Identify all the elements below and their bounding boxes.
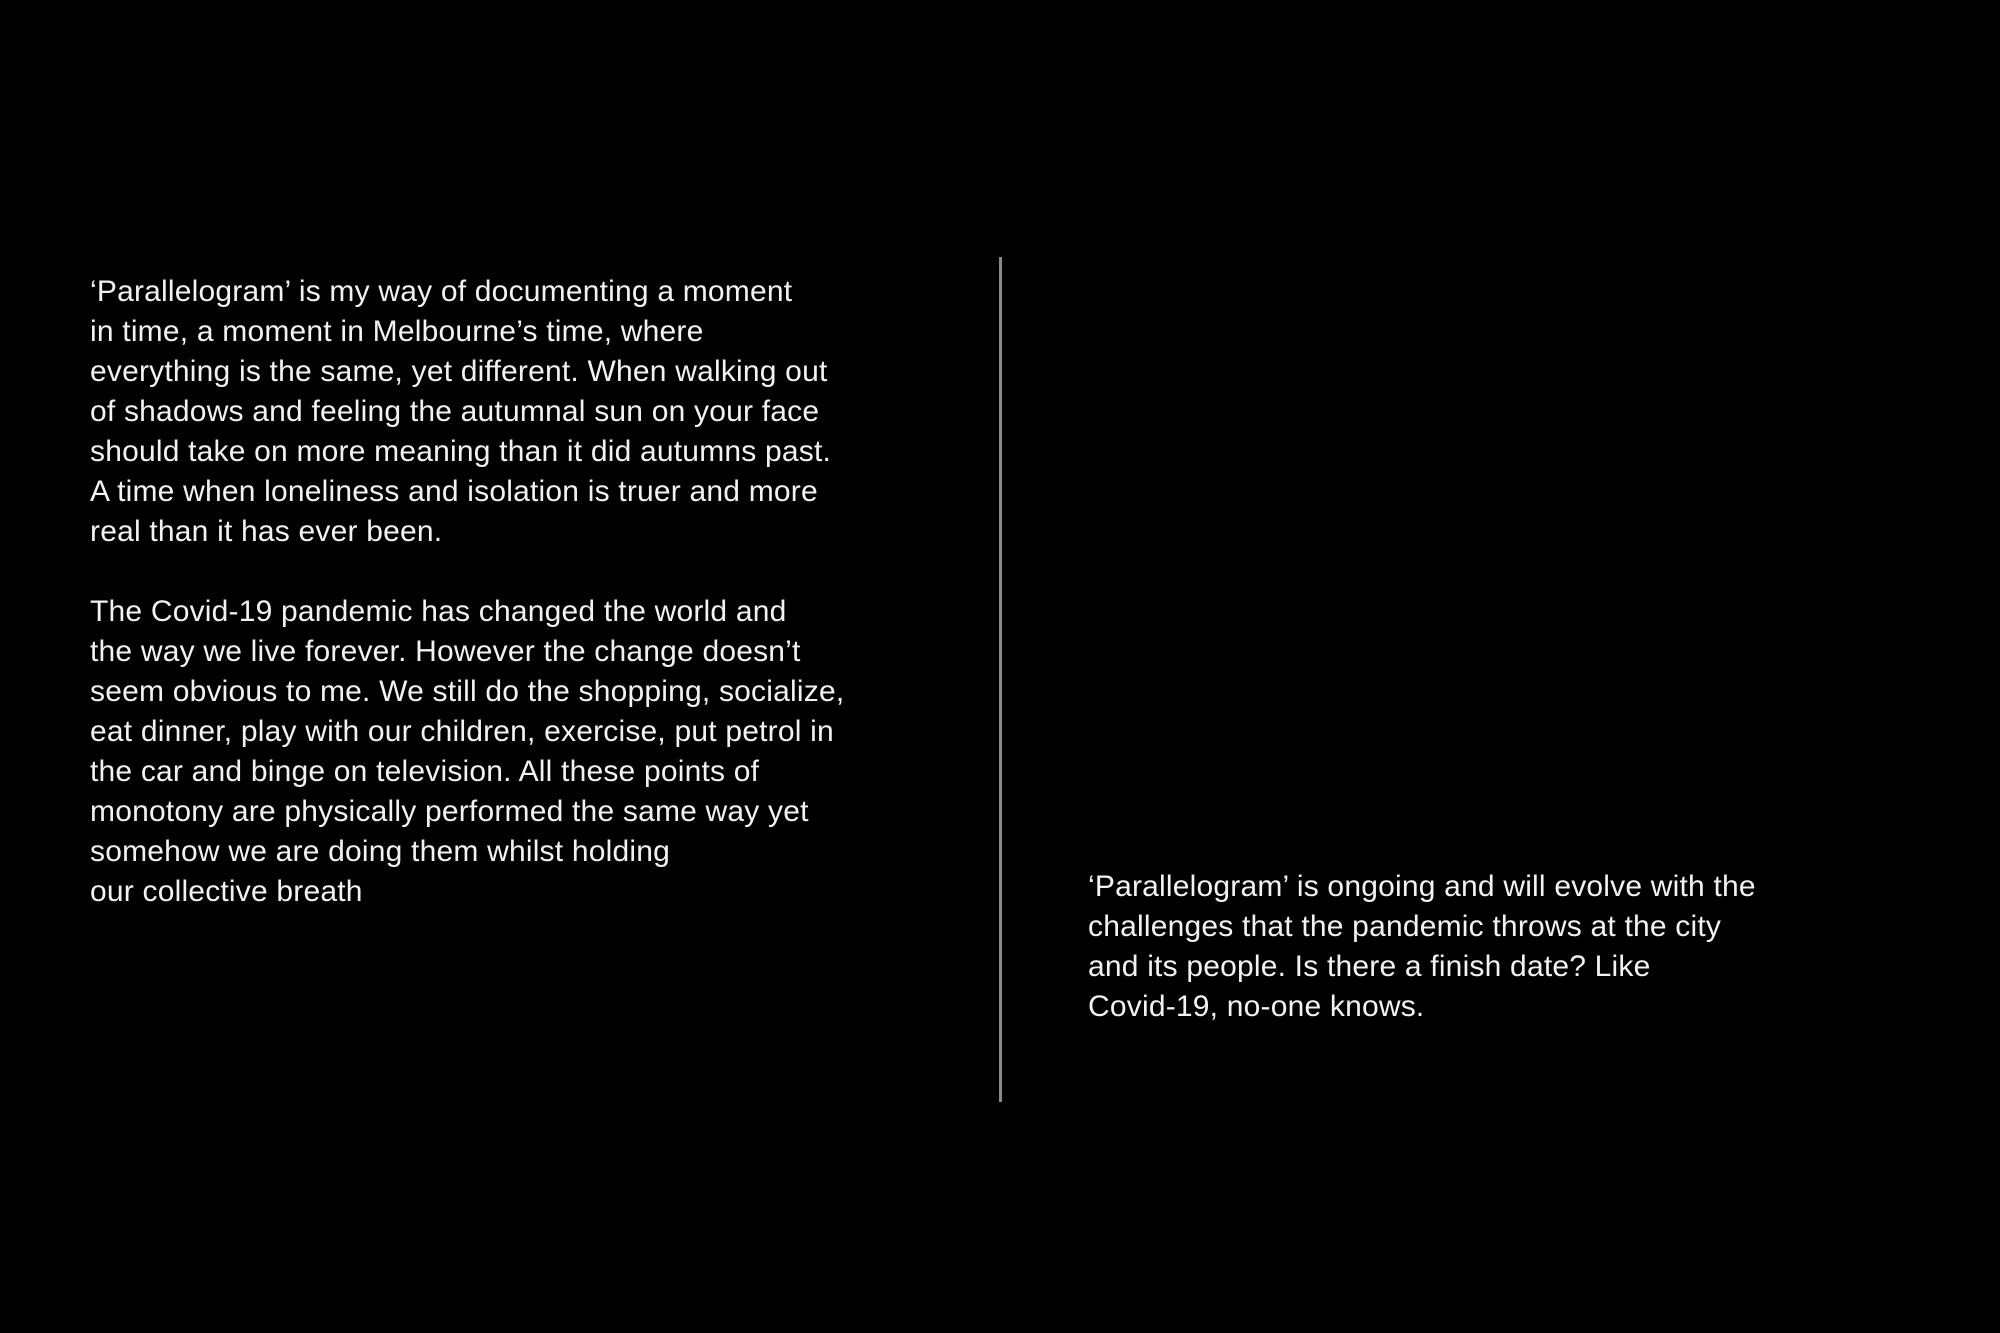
text-line: of shadows and feeling the autumnal sun on your face (90, 395, 820, 428)
text-line: The Covid-19 pandemic has changed the world and (90, 595, 787, 628)
text-line: in time, a moment in Melbourne’s time, where (90, 315, 704, 348)
right-text-column (1088, 867, 1908, 1027)
text-line: should take on more meaning than it did autumns past. (90, 435, 832, 468)
text-line: our collective breath (90, 875, 363, 908)
text-line: the car and binge on television. All these points of (90, 755, 760, 788)
text-line: everything is the same, yet different. When walking out (90, 355, 828, 388)
paragraph-spacer (90, 552, 950, 592)
text-line: and its people. Is there a finish date? Like (1088, 950, 1651, 983)
text-line: challenges that the pandemic throws at the city (1088, 910, 1722, 943)
ongoing-paragraph (1088, 867, 1908, 1027)
text-line: A time when loneliness and isolation is truer and more (90, 475, 818, 508)
text-line: eat dinner, play with our children, exercise, put petrol in (90, 715, 834, 748)
pandemic-paragraph (90, 592, 950, 912)
text-line: somehow we are doing them whilst holding (90, 835, 670, 868)
text-line: seem obvious to me. We still do the shopping, socialize, (90, 675, 845, 708)
text-line: ‘Parallelogram’ is my way of documenting a moment (90, 275, 793, 308)
intro-paragraph (90, 272, 950, 552)
left-text-column (90, 272, 950, 912)
vertical-divider (999, 257, 1002, 1102)
text-line: Covid-19, no-one knows. (1088, 990, 1425, 1023)
text-line: ‘Parallelogram’ is ongoing and will evolve with the (1088, 870, 1756, 903)
text-line: monotony are physically performed the same way yet (90, 795, 809, 828)
text-line: real than it has ever been. (90, 515, 443, 548)
text-line: the way we live forever. However the change doesn’t (90, 635, 801, 668)
